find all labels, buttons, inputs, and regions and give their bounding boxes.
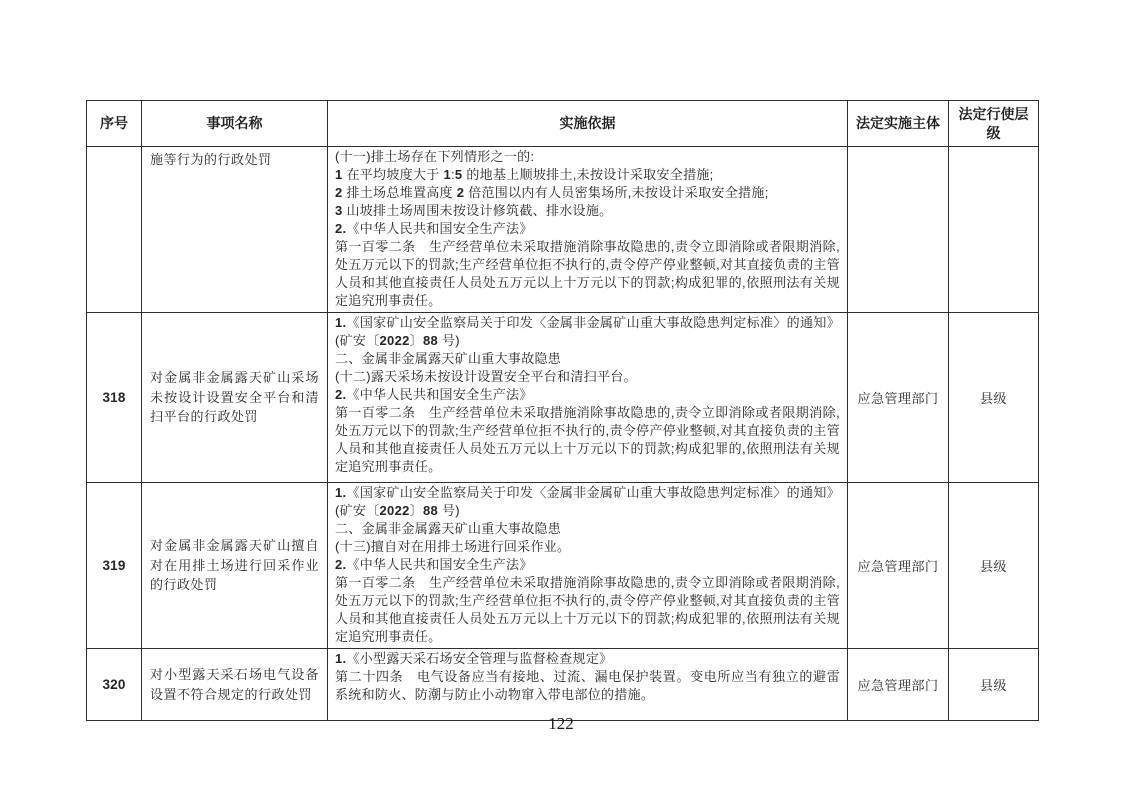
col-header-exercise-level: 法定行使层级 xyxy=(949,101,1039,147)
basis-line: 2.《中华人民共和国安全生产法》 xyxy=(335,221,533,236)
item-name-cell: 对金属非金属露天矿山采场未按设计设置安全平台和清扫平台的行政处罚 xyxy=(142,313,328,483)
basis-line: 1.《小型露天采石场安全管理与监督检查规定》 xyxy=(335,651,613,666)
basis-line: 第一百零二条 生产经营单位未采取措施消除事故隐患的,责令立即消除或者限期消除,处五万元以下的罚款;生产经营单位拒不执行的,责令停产停业整顿,对其直接负责的主管人员和其他直接责任人员处五万元以上十万元以下的罚款;构成犯罪的,依照刑法有关规定追究刑事责任。 xyxy=(335,575,840,644)
legal-subject-cell: 应急管理部门 xyxy=(848,483,949,649)
basis-line: 2 排土场总堆置高度 2 倍范围以内有人员密集场所,未按设计采取安全措施; xyxy=(335,185,769,200)
table-header-row xyxy=(87,101,1039,147)
basis-line: 1 在平均坡度大于 1:5 的地基上顺坡排土,未按设计采取安全措施; xyxy=(335,167,714,182)
basis-line: 第一百零二条 生产经营单位未采取措施消除事故隐患的,责令立即消除或者限期消除,处五万元以下的罚款;生产经营单位拒不执行的,责令停产停业整顿,对其直接负责的主管人员和其他直接责任人员处五万元以上十万元以下的罚款;构成犯罪的,依照刑法有关规定追究刑事责任。 xyxy=(335,405,840,474)
serial-number-cell: 319 xyxy=(87,483,142,649)
legal-subject-cell: 应急管理部门 xyxy=(848,313,949,483)
implementation-basis-cell xyxy=(328,313,848,483)
serial-number-cell: 318 xyxy=(87,313,142,483)
page-number: 122 xyxy=(548,714,574,733)
item-name-cell: 对小型露天采石场电气设备设置不符合规定的行政处罚 xyxy=(142,649,328,721)
basis-line: 2.《中华人民共和国安全生产法》 xyxy=(335,387,533,402)
col-header-implementation-basis: 实施依据 xyxy=(328,101,848,147)
legal-subject-cell: 应急管理部门 xyxy=(848,649,949,721)
table-row-318 xyxy=(87,313,1039,483)
item-name-cell: 对金属非金属露天矿山擅自对在用排土场进行回采作业的行政处罚 xyxy=(142,483,328,649)
basis-line: (十二)露天采场未按设计设置安全平台和清扫平台。 xyxy=(335,369,637,384)
col-header-legal-subject: 法定实施主体 xyxy=(848,101,949,147)
item-name-cell: 施等行为的行政处罚 xyxy=(142,147,328,313)
basis-line: 1.《国家矿山安全监察局关于印发〈金属非金属矿山重大事故隐患判定标准〉的通知》(矿安〔2022〕88 号) xyxy=(335,485,840,518)
implementation-basis-cell xyxy=(328,483,848,649)
table-row-320 xyxy=(87,649,1039,721)
table-row-319 xyxy=(87,483,1039,649)
exercise-level-cell: 县级 xyxy=(949,649,1039,721)
table-row-continuation xyxy=(87,147,1039,313)
serial-number-cell xyxy=(87,147,142,313)
admin-penalty-items-table xyxy=(86,100,1039,721)
basis-line: 二、金属非金属露天矿山重大事故隐患 xyxy=(335,521,562,536)
basis-line: 第二十四条 电气设备应当有接地、过流、漏电保护装置。变电所应当有独立的避雷系统和防火、防潮与防止小动物窜入带电部位的措施。 xyxy=(335,669,840,702)
basis-line: 第一百零二条 生产经营单位未采取措施消除事故隐患的,责令立即消除或者限期消除,处五万元以下的罚款;生产经营单位拒不执行的,责令停产停业整顿,对其直接负责的主管人员和其他直接责任人员处五万元以上十万元以下的罚款;构成犯罪的,依照刑法有关规定追究刑事责任。 xyxy=(335,239,840,308)
basis-line: 二、金属非金属露天矿山重大事故隐患 xyxy=(335,351,562,366)
basis-line: 2.《中华人民共和国安全生产法》 xyxy=(335,557,533,572)
col-header-item-name: 事项名称 xyxy=(142,101,328,147)
serial-number-cell: 320 xyxy=(87,649,142,721)
implementation-basis-cell xyxy=(328,649,848,721)
col-header-serial-number: 序号 xyxy=(87,101,142,147)
basis-line: (十一)排土场存在下列情形之一的: xyxy=(335,149,535,164)
legal-subject-cell xyxy=(848,147,949,313)
exercise-level-cell: 县级 xyxy=(949,483,1039,649)
basis-line: (十三)擅自对在用排土场进行回采作业。 xyxy=(335,539,571,554)
basis-line: 3 山坡排土场周围未按设计修筑截、排水设施。 xyxy=(335,203,613,218)
implementation-basis-cell xyxy=(328,147,848,313)
exercise-level-cell: 县级 xyxy=(949,313,1039,483)
basis-line: 1.《国家矿山安全监察局关于印发〈金属非金属矿山重大事故隐患判定标准〉的通知》(矿安〔2022〕88 号) xyxy=(335,315,840,348)
exercise-level-cell xyxy=(949,147,1039,313)
